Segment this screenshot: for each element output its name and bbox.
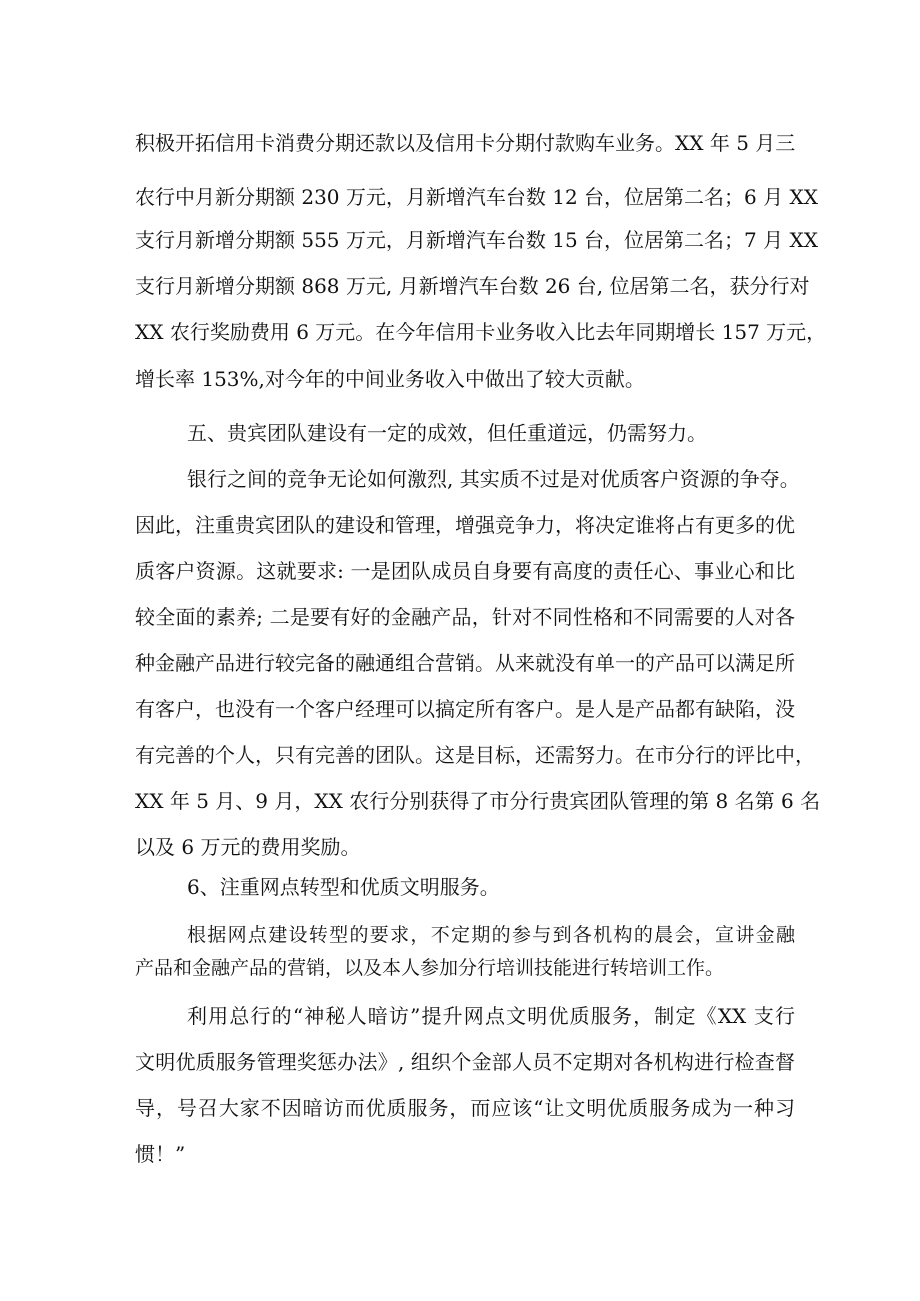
text-line: 种金融产品进行较完备的融通组合营销。从来就没有单一的产品可以满足所 <box>135 651 795 675</box>
text-line: 导，号召大家不因暗访而优质服务，而应该“让文明优质服务成为一种习 <box>135 1096 795 1120</box>
text-line: 积极开拓信用卡消费分期还款以及信用卡分期付款购车业务。XX 年 5 月三 <box>135 131 796 155</box>
text-line: 以及 6 万元的费用奖励。 <box>135 835 361 859</box>
text-line: XX 年 5 月、9 月，XX 农行分别获得了市分行贵宾团队管理的第 8 名第 6 名 <box>135 789 821 813</box>
text-line: 支行月新增分期额 868 万元, 月新增汽车台数 26 台, 位居第二名，获分行对 <box>135 274 810 298</box>
section-heading: 五、贵宾团队建设有一定的成效，但任重道远，仍需努力。 <box>187 421 707 445</box>
text-line: 惯！” <box>135 1142 186 1166</box>
text-line: 支行月新增分期额 555 万元，月新增汽车台数 15 台，位居第二名；7 月 XX <box>135 228 818 252</box>
text-line: 银行之间的竞争无论如何激烈, 其实质不过是对优质客户资源的争夺。 <box>187 467 800 491</box>
text-line: 产品和金融产品的营销，以及本人参加分行培训技能进行转培训工作。 <box>135 957 725 979</box>
text-line: 质客户资源。这就要求: 一是团队成员自身要有高度的责任心、事业心和比 <box>135 559 795 583</box>
text-line: 因此，注重贵宾团队的建设和管理，增强竞争力，将决定谁将占有更多的优 <box>135 513 795 537</box>
text-line: 较全面的素养; 二是要有好的金融产品，针对不同性格和不同需要的人对各 <box>135 605 795 629</box>
text-line: 增长率 153%,对今年的中间业务收入中做出了较大贡献。 <box>135 367 645 391</box>
text-line: 农行中月新分期额 230 万元，月新增汽车台数 12 台，位居第二名；6 月 XX <box>135 185 818 209</box>
text-line: 利用总行的“神秘人暗访”提升网点文明优质服务，制定《XX 支行 <box>187 1004 795 1028</box>
text-line: XX 农行奖励费用 6 万元。在今年信用卡业务收入比去年同期增长 157 万元， <box>135 320 827 344</box>
text-line: 文明优质服务管理奖惩办法》, 组织个金部人员不定期对各机构进行检查督 <box>135 1050 795 1074</box>
section-heading: 6、注重网点转型和优质文明服务。 <box>187 875 500 899</box>
text-line: 有完善的个人，只有完善的团队。这是目标，还需努力。在市分行的评比中， <box>135 743 815 767</box>
text-line: 根据网点建设转型的要求，不定期的参与到各机构的晨会，宣讲金融 <box>187 924 795 946</box>
text-line: 有客户，也没有一个客户经理可以搞定所有客户。是人是产品都有缺陷，没 <box>135 697 795 721</box>
